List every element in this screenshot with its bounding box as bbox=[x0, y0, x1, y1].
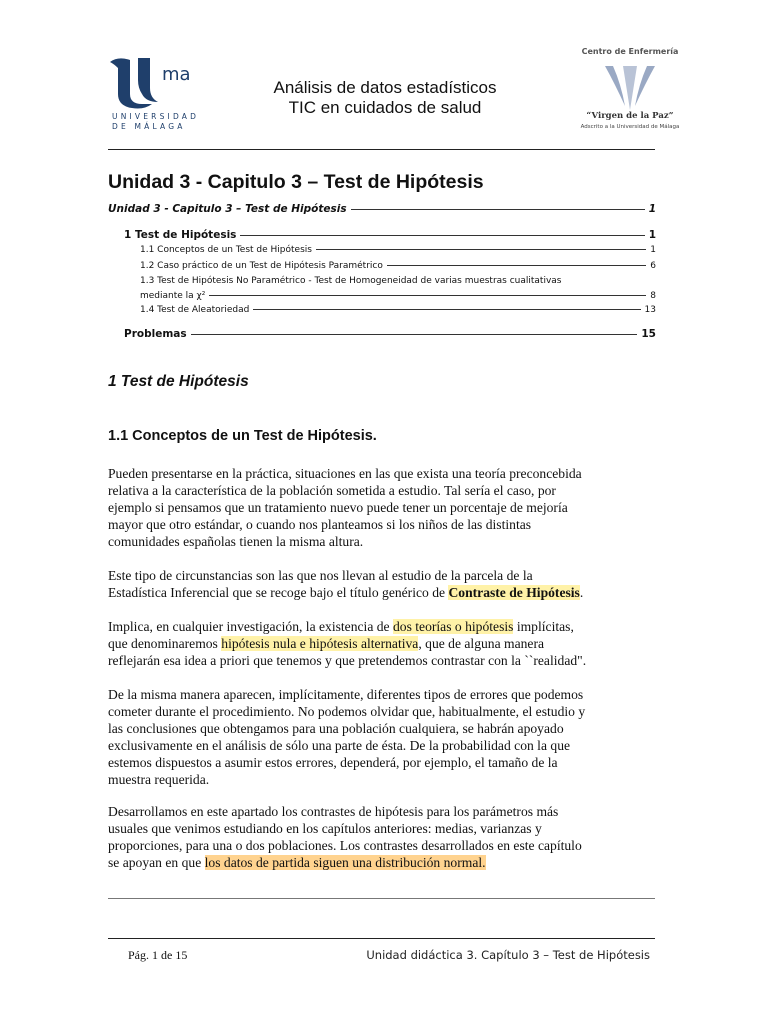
toc-entry-1-2[interactable]: 1.2 Caso práctico de un Test de Hipótesis Paramétrico 6 bbox=[140, 261, 656, 271]
content-end-rule bbox=[108, 898, 655, 899]
cdp-logo bbox=[565, 44, 695, 136]
toc-entry-1-4[interactable]: 1.4 Test de Aleatoriedad 13 bbox=[140, 305, 656, 315]
unit-title: Unidad 3 - Capitulo 3 – Test de Hipótesis bbox=[108, 171, 484, 193]
highlight-distribucion-normal: los datos de partida siguen una distribución normal. bbox=[204, 855, 486, 870]
paragraph-4: De la misma manera aparecen, implícitamente, diferentes tipos de errores que podemos cometer durante el procedimiento. No podemos olvidar que, habitualmente, el estudio y las conclusiones que obtengamos para una población cualquiera, se habrán apoyado exclusivamente en el análisis de sólo una parte de ésta. De la probabilidad con la que estemos dispuestos a asumir estos errores, dependerá, por ejemplo, el tamaño de la muestra requerida. bbox=[108, 687, 586, 787]
highlight-contraste: Contraste de Hipótesis bbox=[448, 585, 580, 600]
cdp-logo-subtitle: Adscrito a la Universidad de Málaga bbox=[580, 124, 680, 130]
paragraph-2: Este tipo de circunstancias son las que nos llevan al estudio de la parcela de la Estadística Inferencial que se recoge bajo el título genérico de Contraste de Hipótesis. bbox=[108, 568, 584, 600]
paragraph-3: Implica, en cualquier investigación, la existencia de dos teorías o hipótesis implícitas, que denominaremos hipótesis nula e hipótesis alternativa, que de alguna manera reflejarán esa idea a priori que tenemos y que pretendemos contrastar con la ``realidad". bbox=[108, 619, 587, 668]
footer-rule bbox=[108, 938, 655, 939]
highlight-hipotesis-nula: hipótesis nula e hipótesis alternativa bbox=[221, 636, 419, 651]
toc-entry-1-1[interactable]: 1.1 Conceptos de un Test de Hipótesis 1 bbox=[140, 245, 656, 255]
uma-logo-text: ma bbox=[162, 64, 191, 85]
toc-entry-problems[interactable]: Problemas 15 bbox=[124, 328, 656, 340]
toc-entry-1-3-line1[interactable]: 1.3 Test de Hipótesis No Paramétrico - Test de Homogeneidad de varias muestras cualitativas bbox=[140, 276, 562, 286]
uma-name: UNIVERSIDAD DE MÁLAGA bbox=[112, 112, 200, 131]
heading-section-1: 1 Test de Hipótesis bbox=[108, 373, 249, 390]
highlight-dos-teorias: dos teorías o hipótesis bbox=[392, 619, 514, 634]
toc-entry-1[interactable]: 1 Test de Hipótesis 1 bbox=[124, 229, 656, 241]
paragraph-5: Desarrollamos en este apartado los contrastes de hipótesis para los parámetros más usuales que venimos estudiando en los capítulos anteriores: medias, varianzas y proporciones, para una o dos poblaciones. Los contrastes desarrollados en este capítulo se apoyan en que los datos de partida siguen una distribución normal. bbox=[108, 804, 582, 870]
cdp-logo-top-text: Centro de Enfermería bbox=[581, 47, 679, 56]
cdp-logo-name: “Virgen de la Paz” bbox=[586, 111, 674, 121]
heading-section-1-1: 1.1 Conceptos de un Test de Hipótesis. bbox=[108, 428, 377, 444]
toc-entry-1-3[interactable]: mediante la χ² 8 bbox=[140, 291, 656, 301]
header-title: Análisis de datos estadísticos TIC en cuidados de salud bbox=[273, 78, 497, 117]
paragraph-1: Pueden presentarse en la práctica, situaciones en las que exista una teoría preconcebida relativa a la característica de la población sometida a estudio. Tal sería el caso, por ejemplo si pensamos que un tratamiento nuevo puede tener un porcentaje de mejoría mayor que otro estándar, o cuando nos planteamos si los niños de las distintas comunidades españolas tienen la misma altura. bbox=[108, 466, 582, 549]
footer-title: Unidad didáctica 3. Capítulo 3 – Test de Hipótesis bbox=[366, 948, 650, 962]
header-rule bbox=[108, 149, 655, 150]
footer-page-number: Pág. 1 de 15 bbox=[128, 948, 188, 962]
toc-entry-unit[interactable]: Unidad 3 - Capitulo 3 – Test de Hipótesis 1 bbox=[108, 203, 656, 215]
